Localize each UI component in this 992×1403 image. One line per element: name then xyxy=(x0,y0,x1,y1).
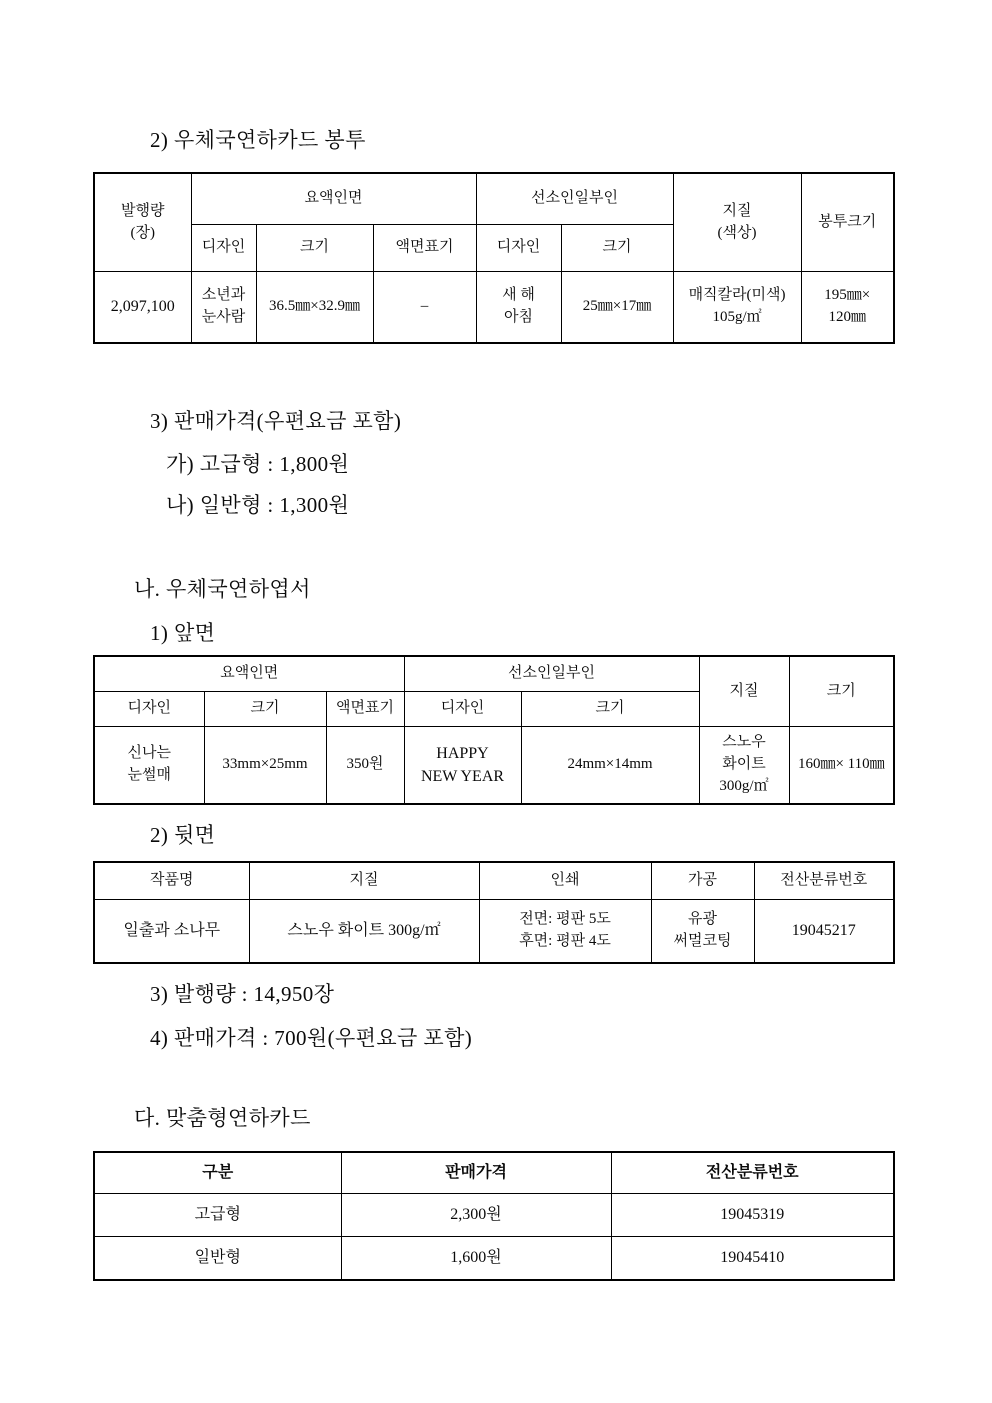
heading-postcard: 나. 우체국연하엽서 xyxy=(134,577,311,601)
header-size: 크기 xyxy=(256,225,373,272)
cell-design-line2: 눈사람 xyxy=(201,309,246,325)
postcard-issue-volume: 3) 발행량 : 14,950장 xyxy=(150,982,335,1006)
cell-design-line1: 신나는 xyxy=(127,745,171,762)
cell-size: 160㎜× 110㎜ xyxy=(789,727,894,805)
cell-envelope-size xyxy=(801,272,894,344)
header-paper: 지질 xyxy=(699,656,789,727)
cell-envelope-size-line1: 195㎜× xyxy=(824,287,871,304)
cell-size: 36.5㎜×32.9㎜ xyxy=(256,272,373,344)
table-row xyxy=(94,272,894,344)
header-work-title: 작품명 xyxy=(94,862,249,900)
cell-precancel-size: 25㎜×17㎜ xyxy=(561,272,673,344)
header-issue-volume-unit: (장) xyxy=(130,224,155,241)
header-issue-volume xyxy=(94,173,191,272)
cell-envelope-size-line2: 120㎜ xyxy=(828,309,867,325)
table-row xyxy=(94,900,894,964)
cell-printing xyxy=(479,900,651,964)
price-standard: 나) 일반형 : 1,300원 xyxy=(166,493,350,517)
header-size: 크기 xyxy=(789,656,894,727)
table-postcard-front xyxy=(93,655,895,805)
cell-issue-volume: 2,097,100 xyxy=(94,272,191,344)
heading-envelope: 2) 우체국연하카드 봉투 xyxy=(150,128,366,152)
table-custom-card xyxy=(93,1151,895,1281)
cell-precancel-size: 24mm×14mm xyxy=(521,727,699,805)
cell-precancel-design-line2: 아침 xyxy=(504,309,533,325)
header-category: 구분 xyxy=(94,1152,341,1194)
cell-paper xyxy=(699,727,789,805)
header-envelope-size: 봉투크기 xyxy=(801,173,894,272)
cell-price: 1,600원 xyxy=(341,1237,611,1281)
header-paper xyxy=(673,173,801,272)
cell-precancel-design-line1: 새 해 xyxy=(502,287,535,304)
table-row xyxy=(94,1237,894,1281)
header-precancel-design: 디자인 xyxy=(404,692,521,727)
heading-postcard-front: 1) 앞면 xyxy=(150,621,216,645)
cell-classification-number: 19045410 xyxy=(611,1237,894,1281)
header-precancel-size: 크기 xyxy=(521,692,699,727)
cell-precancel-design-line1: HAPPY xyxy=(436,744,489,762)
cell-design-line2: 눈썰매 xyxy=(127,767,171,783)
header-design: 디자인 xyxy=(94,692,204,727)
header-precancel: 선소인일부인 xyxy=(404,656,699,692)
cell-precancel-design xyxy=(404,727,521,805)
cell-paper: 스노우 화이트 300g/㎡ xyxy=(249,900,479,964)
header-classification-number: 전산분류번호 xyxy=(611,1152,894,1194)
table-row xyxy=(94,1194,894,1237)
header-stamp-face: 요액인면 xyxy=(191,173,476,225)
cell-design-line1: 소년과 xyxy=(201,287,246,304)
header-stamp-face: 요액인면 xyxy=(94,656,404,692)
cell-finishing xyxy=(651,900,754,964)
header-classification-number: 전산분류번호 xyxy=(754,862,894,900)
cell-classification-number: 19045217 xyxy=(754,900,894,964)
postcard-price: 4) 판매가격 : 700원(우편요금 포함) xyxy=(150,1026,473,1050)
cell-design xyxy=(94,727,204,805)
cell-paper-weight: 105g/㎡ xyxy=(712,309,762,325)
header-issue-volume-label: 발행량 xyxy=(121,202,165,219)
cell-paper-line1: 매직칼라(미색) xyxy=(688,287,786,304)
header-paper-label: 지질 xyxy=(722,202,752,219)
header-finishing: 가공 xyxy=(651,862,754,900)
cell-category: 고급형 xyxy=(94,1194,341,1237)
header-precancel: 선소인일부인 xyxy=(476,173,673,225)
header-denomination: 액면표기 xyxy=(373,225,476,272)
heading-price: 3) 판매가격(우편요금 포함) xyxy=(150,409,402,433)
cell-category: 일반형 xyxy=(94,1237,341,1281)
cell-paper-weight: 300g/㎡ xyxy=(719,777,769,794)
header-face-size: 크기 xyxy=(204,692,326,727)
cell-work-title: 일출과 소나무 xyxy=(94,900,249,964)
header-design: 디자인 xyxy=(191,225,256,272)
cell-denomination: – xyxy=(373,272,476,344)
cell-paper-line1: 스노우 xyxy=(722,734,766,751)
table-envelope xyxy=(93,172,895,344)
cell-classification-number: 19045319 xyxy=(611,1194,894,1237)
cell-printing-front: 전면: 평판 5도 xyxy=(519,911,611,928)
cell-paper xyxy=(673,272,801,344)
cell-price: 2,300원 xyxy=(341,1194,611,1237)
cell-precancel-design xyxy=(476,272,561,344)
header-precancel-design: 디자인 xyxy=(476,225,561,272)
header-paper-color: (색상) xyxy=(717,224,757,241)
table-row xyxy=(94,727,894,805)
cell-face-size: 33mm×25mm xyxy=(204,727,326,805)
header-paper: 지질 xyxy=(249,862,479,900)
cell-finishing-line2: 써멀코팅 xyxy=(673,933,732,949)
cell-paper-line2: 화이트 xyxy=(722,756,766,773)
heading-postcard-back: 2) 뒷면 xyxy=(150,823,216,847)
header-denomination: 액면표기 xyxy=(326,692,404,727)
header-printing: 인쇄 xyxy=(479,862,651,900)
cell-design xyxy=(191,272,256,344)
table-postcard-back xyxy=(93,861,895,964)
cell-denomination: 350원 xyxy=(326,727,404,805)
cell-precancel-design-line2: NEW YEAR xyxy=(420,768,505,785)
header-precancel-size: 크기 xyxy=(561,225,673,272)
heading-custom-card: 다. 맞춤형연하카드 xyxy=(134,1106,311,1130)
price-premium: 가) 고급형 : 1,800원 xyxy=(166,452,350,476)
cell-printing-back: 후면: 평판 4도 xyxy=(519,933,611,949)
cell-finishing-line1: 유광 xyxy=(688,911,717,928)
header-price: 판매가격 xyxy=(341,1152,611,1194)
